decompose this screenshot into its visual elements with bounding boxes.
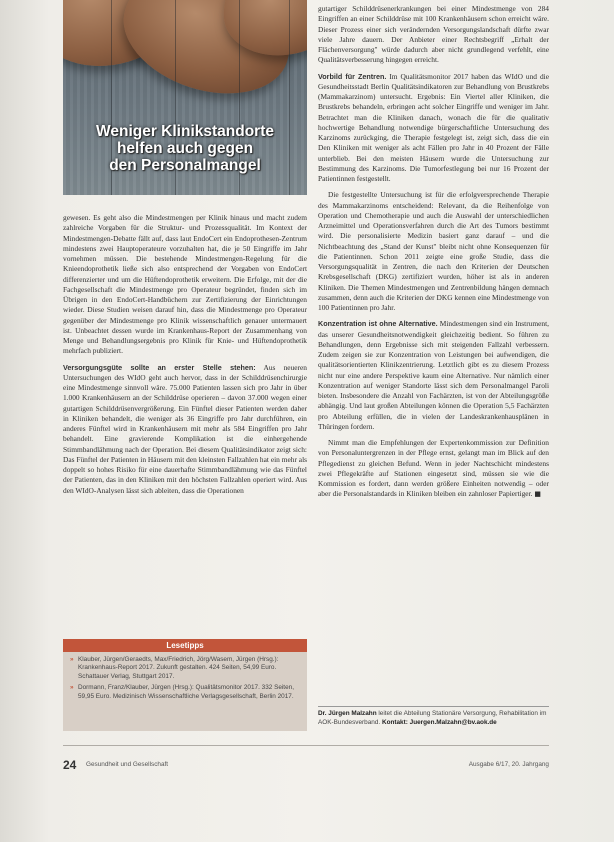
body-paragraph (318, 319, 549, 432)
hero-title-line: den Personalmangel (109, 157, 261, 174)
reading-tip-item: » Klauber, Jürgen/Geraedts, Max/Friedrich, Jörg/Wasem, Jürgen (Hrsg.): Krankenhaus-Report 2017. Zukunft gestalten. 424 Seiten, 54,99 Euro. Schattauer Verlag, Stuttgart 2017. (70, 656, 301, 681)
subheading: Versorgungsgüte sollte an erster Stelle stehen: (63, 362, 256, 372)
body-paragraph (318, 72, 549, 185)
divider (318, 706, 549, 707)
left-column (63, 213, 307, 502)
reading-tips-header: Lesetipps (63, 639, 307, 652)
author-box (318, 710, 549, 727)
hero-photo (63, 0, 307, 195)
reading-tips-box (63, 639, 307, 731)
reading-tips-list (63, 656, 307, 701)
hero-title (63, 123, 307, 174)
reading-tip-item: » Dormann, Franz/Klauber, Jürgen (Hrsg.): Qualitätsmonitor 2017. 332 Seiten, 59,95 Euro. Medizinisch Wissenschaftliche Verlagsgesellschaft, Berlin 2017. (70, 684, 301, 701)
contact-label: Kontakt: (381, 718, 408, 726)
paragraph-text: Nimmt man die Empfehlungen der Expertenkommission zur Definition von Personaluntergrenzen in der Pflege ernst, gelangt man im Blick auf den Pflegedienst zu gleichen Befund. Wenn in jeder Nachtschicht mindestens zwei Pflegekräfte auf Stationen eingesetzt sind, müssen sie wie die Kommission es fordert, dann werden größere Einheiten notwendig – oder aber die Personalstandards in Kliniken bleiben ein zahnloser Papiertiger. (318, 438, 549, 499)
body-paragraph (63, 363, 307, 496)
paragraph-text: Aus neueren Untersuchungen des WIdO geht auch hervor, dass in der Schilddrüsenchirurgie eine Mindestmenge sinnvoll wäre. 75.000 Patienten lassen sich pro Jahr in über 1.000 Krankenhäusern an der Schilddrüse operieren – davon 37.000 wegen einer gutartigen Schilddrüsenvergrößerung. Ein Fünftel dieser Patienten werden daher in Kliniken behandelt, die weniger als 36 Eingriffe pro Jahr durchführen, ein anderes Fünftel wird in Krankenhäusern mit mehr als 584 Eingriffen pro Jahr behandelt. Eine gravierende Komplikation ist die einhergehende Stimmbandlähmung nach der Operation. Bei diesem Qualitätsindikator zeigt sich: Das Fünftel der Patienten in Häusern mit den kleinsten Fallzahlen hat ein mehr als doppelt so hohes Risiko für eine dauerhafte Stimmbandlähmung wie das Fünftel der Patienten, das in den Kliniken mit den höchsten Fallzahlen operiert wird. Aus den WIdO-Analysen lässt sich ableiten, dass die Operationen (63, 362, 307, 495)
body-paragraph: gewesen. Es geht also die Mindestmengen per Klinik hinaus und macht zudem zahlreiche Vorgaben für die Struktur- und Prozessqualität. Im Kontext der Mindestmengen-Debatte fällt auf, dass laut EndoCert ein Endoprothesen-Zentrum mindestens zwei Hauptoperateure vorzuhalten hat, die je 50 Eingriffe im Jahr vornehmen müssen. Die bestehende Mindestmengen-Regelung für die Knieendoprothetik ließe sich also entsprechend der Vorgaben von EndoCert differenzierter und um die Hüftendoprothetik erweitern. Die Erfolge, mit der die Fachgesellschaft die Mindestmenge pro Operateur begründet, finden sich im Übrigen in den EndoCert-Handbüchern zur Zertifizierung der Einrichtungen wieder. Diese Studien weisen darauf hin, dass die Mindestmenge pro Operateur gegenüber der Mindestmenge pro Klinik wissenschaftlich genauer untermauert ist. Unbeachtet dessen wurde im Krankenhaus-Report der Zusammenhang von Menge und Behandlungsergebnis pro Klinik für Knie- und Hüftendoprothetik mehrfach publiziert. (63, 213, 307, 356)
right-column (318, 4, 549, 506)
body-paragraph (318, 438, 549, 500)
divider (63, 745, 549, 746)
author-bio: leitet die Abteilung Stationäre Versorgung, Rehabilitation im AOK-Bundesverband. (318, 710, 547, 726)
author-email-link[interactable]: Juergen.Malzahn@bv.aok.de (409, 718, 497, 726)
page-number: 24 (63, 758, 77, 772)
author-name: Dr. Jürgen Malzahn (318, 710, 377, 717)
end-mark-icon: ■ (534, 490, 541, 499)
paragraph-text: Im Qualitätsmonitor 2017 haben das WIdO und die Gesundheitsstadt Berlin Qualitätsindikatoren zur Behandlung von Brustkrebs (Mammakarzinom) untersucht. Ergebnis: Ein Viertel aller Kliniken, die Brustkrebs behandeln, erbringen acht solcher Eingriffe und weniger im Jahr. Betrachtet man die Kliniken danach, wonach die für die qualitativ hochwertige Behandlung notwendige bürgerschaftliche Untersuchung des Karzinoms zurückging, die Therapie festgelegt ist, zeigt sich, dass die ein Den Kliniken mit weniger als acht Fällen pro Jahr in 40 Prozent der Fälle unterblieb. Bei den meisten Häusern wurde die Untersuchung zur Bestimmung des Karzinoms. Die Tumorfestlegung bei nur 16 Prozent der Patientinnen festgestellt. (318, 71, 549, 183)
body-paragraph: Die festgestellte Untersuchung ist für die erfolgversprechende Therapie des Mammakarzinoms entscheidend: Relevant, da die Reihenfolge von Operation und Chemotherapie und auch die Auswahl der unterschiedlichen Arzneimittel und Operationsverfahren durch die Art des Tumors bestimmt wird. Die personalisierte Medizin basiert ganz darauf – und die Nichtbeachtung des „Stand der Kunst" bleibt nicht ohne Konsequenzen für die Patientinnen. Schon 2011 zeigte eine große Studie, dass die Versorgungsqualität in Zentren, die nach den Kriterien der Deutschen Krebsgesellschaft (DKG) zertifiziert wurden, höher ist als in anderen Kliniken. Die Themen Mindestmengen und Zentrenbildung hängen demnach zusammen, denn auch die Kriterien der DKG kennen eine Mindestmenge von 100 Patientinnen pro Jahr. (318, 190, 549, 312)
subheading: Vorbild für Zentren. (318, 71, 387, 81)
subheading: Konzentration ist ohne Alternative. (318, 319, 438, 329)
hero-title-line: Weniger Klinikstandorte (96, 123, 274, 140)
body-paragraph: gutartiger Schilddrüsenerkrankungen bei einer Mindestmenge von 284 Eingriffen an einer Schilddrüse mit 100 Krankenhäusern schon erreicht wäre. Dieser Prozess einer sich verändernden Versorgungslandschaft dürfte zwar viele Jahre dauern. Der Anbieter einer Rechtsbegriff „Erhalt der Flächenversorgung" würde dadurch aber nicht grundlegend verfehlt, eine Qualitätsverbesserung hingegen erreicht. (318, 4, 549, 65)
hero-title-line: helfen auch gegen (116, 140, 254, 157)
paragraph-text: Mindestmengen sind ein Instrument, das unserer Gesundheitsnotwendigkeit gleichzeitig bedient. So führen zu Behandlungen, denn Ergebnisse sich mit steigenden Fallzahl verbessern. Zudem zeigen sie zur Konzentration von Leistungen bei aufwendigen, die qualitätsorientierten Klinikzentrierung. Letztlich gibt es zu diesem Prozess nicht nur eine andere Perspektive kaum eine Alternative. Nur nämlich einer Konzentration auf weniger Standorte lässt sich dem Personalmangel Paroli bieten. Insbesondere die Anzahl von Fachärzten, ist von der Abteilungsgröße abhängig. Und laut großen Abteilungen können die Operation 5,5 Fachärzten pro Abteilung erfüllen, die in vielen der Landeskrankenhausplänen in Thüringen fordern. (318, 319, 549, 431)
issue-info: Ausgabe 6/17, 20. Jahrgang (468, 761, 549, 768)
magazine-name: Gesundheit und Gesellschaft (86, 761, 169, 768)
